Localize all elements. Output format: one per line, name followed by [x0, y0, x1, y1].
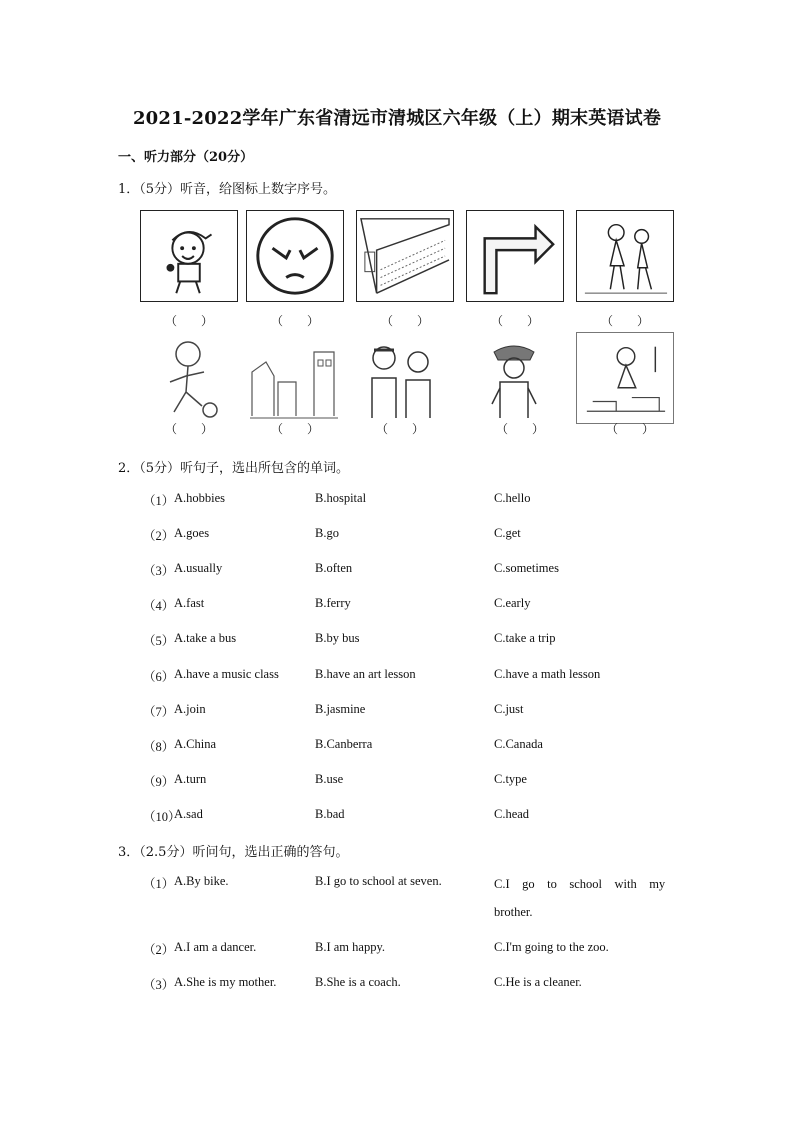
walking-children-icon — [576, 210, 674, 302]
section-heading-listening: 一、听力部分（20分） — [118, 150, 254, 165]
item-number: （8） — [143, 740, 175, 754]
question-3-prompt: 3．（2.5分）听问句，选出正确的答句。 — [118, 845, 349, 860]
option-c[interactable]: C.I go to school with my — [494, 877, 666, 891]
option-c[interactable]: C.early — [494, 596, 531, 610]
option-b[interactable]: B.I am happy. — [315, 940, 386, 954]
question-2-prompt: 2．（5分）听句子，选出所包含的单词。 — [118, 461, 350, 476]
option-c[interactable]: C.head — [494, 807, 530, 821]
option-c[interactable]: C.just — [494, 702, 524, 716]
police-officer-icon — [466, 332, 564, 424]
option-c[interactable]: C.Canada — [494, 737, 543, 751]
option-c[interactable]: C.get — [494, 526, 521, 540]
answer-paren[interactable]: （ ） — [490, 314, 539, 328]
option-b[interactable]: B.ferry — [315, 596, 351, 610]
option-c[interactable]: C.hello — [494, 491, 531, 505]
answer-paren[interactable]: （ ） — [270, 314, 319, 328]
option-b[interactable]: B.by bus — [315, 631, 360, 645]
answer-paren[interactable]: （ ） — [375, 422, 424, 436]
answer-paren[interactable]: （ ） — [164, 314, 213, 328]
option-a[interactable]: A.sad — [174, 807, 203, 821]
option-b[interactable]: B.go — [315, 526, 339, 540]
item-number: （3） — [143, 978, 175, 992]
option-b[interactable]: B.Canberra — [315, 737, 373, 751]
page-title: 2021-2022学年广东省清远市清城区六年级（上）期末英语试卷 — [132, 108, 662, 129]
angry-face-icon — [246, 210, 344, 302]
item-number: （1） — [143, 877, 175, 891]
option-b[interactable]: B.use — [315, 772, 344, 786]
option-c[interactable]: C.have a math lesson — [494, 667, 601, 681]
item-number: （1） — [143, 494, 175, 508]
option-c[interactable]: C.take a trip — [494, 631, 556, 645]
option-c[interactable]: C.He is a cleaner. — [494, 975, 582, 989]
answer-paren[interactable]: （ ） — [600, 314, 649, 328]
answer-paren[interactable]: （ ） — [164, 422, 213, 436]
item-number: （3） — [143, 564, 175, 578]
singing-child-icon — [140, 210, 238, 302]
item-number: （6） — [143, 670, 175, 684]
option-a[interactable]: A.fast — [174, 596, 205, 610]
option-c[interactable]: C.sometimes — [494, 561, 559, 575]
turn-right-arrow-icon — [466, 210, 564, 302]
option-b[interactable]: B.often — [315, 561, 353, 575]
option-a[interactable]: A.join — [174, 702, 206, 716]
soccer-boy-icon — [140, 332, 238, 424]
doctor-nurse-icon — [348, 332, 446, 424]
option-a[interactable]: A.usually — [174, 561, 223, 575]
answer-paren[interactable]: （ ） — [495, 422, 544, 436]
option-b[interactable]: B.have an art lesson — [315, 667, 416, 681]
question-1-prompt: 1．（5分）听音，给图标上数字序号。 — [118, 182, 337, 197]
option-a[interactable]: A.hobbies — [174, 491, 226, 505]
option-a[interactable]: A.turn — [174, 772, 207, 786]
answer-paren[interactable]: （ ） — [605, 422, 654, 436]
option-b[interactable]: B.I go to school at seven. — [315, 874, 442, 888]
item-number: （5） — [143, 634, 175, 648]
item-number: （7） — [143, 705, 175, 719]
item-number: （2） — [143, 943, 175, 957]
option-c-continued[interactable]: brother. — [494, 905, 533, 919]
town-buildings-icon — [244, 332, 342, 424]
option-a[interactable]: A.China — [174, 737, 217, 751]
option-b[interactable]: B.bad — [315, 807, 345, 821]
item-number: （10） — [143, 810, 181, 824]
option-b[interactable]: B.She is a coach. — [315, 975, 401, 989]
option-a[interactable]: A.She is my mother. — [174, 975, 277, 989]
option-b[interactable]: B.hospital — [315, 491, 367, 505]
item-number: （4） — [143, 599, 175, 613]
option-b[interactable]: B.jasmine — [315, 702, 366, 716]
item-number: （2） — [143, 529, 175, 543]
stadium-icon — [356, 210, 454, 302]
picture-grid — [140, 210, 676, 440]
option-a[interactable]: A.I am a dancer. — [174, 940, 257, 954]
cooking-girl-icon — [576, 332, 674, 424]
answer-paren[interactable]: （ ） — [380, 314, 429, 328]
answer-paren[interactable]: （ ） — [270, 422, 319, 436]
option-c[interactable]: C.I'm going to the zoo. — [494, 940, 609, 954]
option-a[interactable]: A.goes — [174, 526, 210, 540]
option-a[interactable]: A.take a bus — [174, 631, 237, 645]
item-number: （9） — [143, 775, 175, 789]
option-a[interactable]: A.By bike. — [174, 874, 229, 888]
option-a[interactable]: A.have a music class — [174, 667, 279, 681]
option-c[interactable]: C.type — [494, 772, 527, 786]
